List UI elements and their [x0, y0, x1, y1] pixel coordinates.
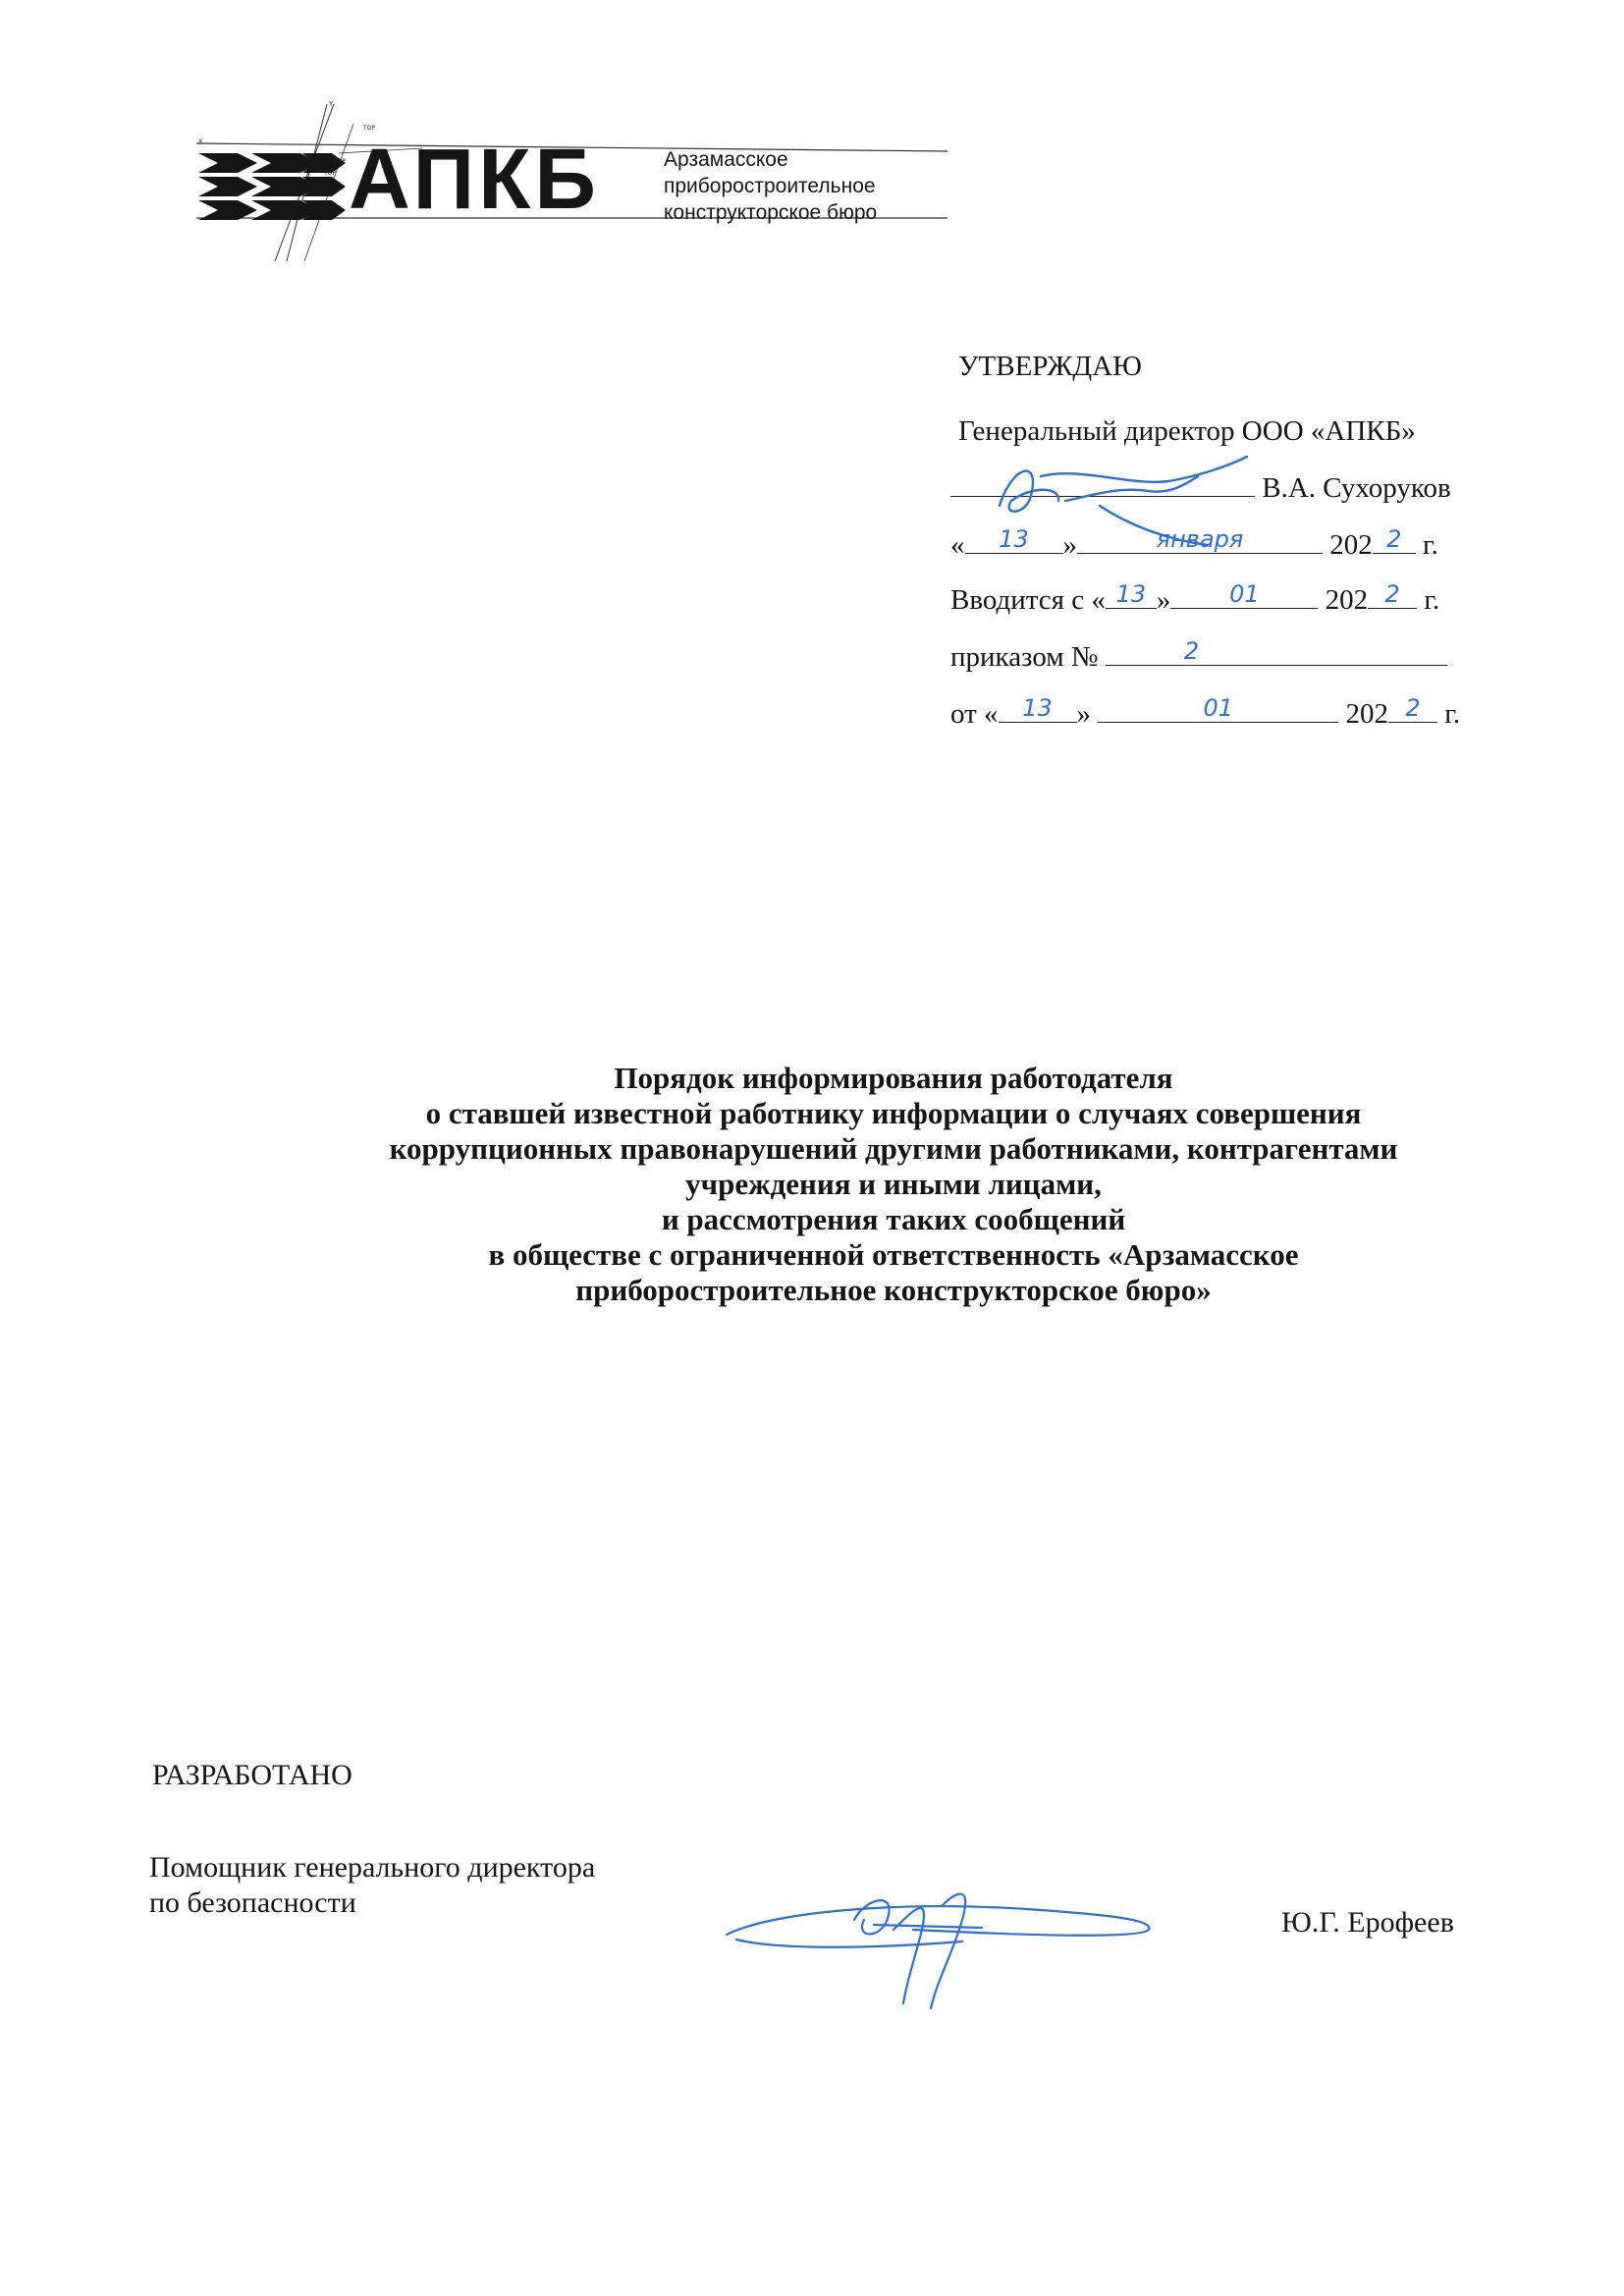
effective-day: 13: [1115, 580, 1147, 608]
developer-position-line1: Помощник генерального директора: [149, 1851, 596, 1884]
document-title: [147, 1061, 1624, 1308]
title-line: и рассмотрения таких сообщений: [661, 1202, 1126, 1236]
approver-name: В.А. Сухоруков: [1262, 472, 1451, 504]
title-line: учреждения и иными лицами,: [685, 1167, 1102, 1201]
order-date-line: от « 13 » 01 202 2 г.: [950, 694, 1461, 730]
developer-signature-icon: [717, 1881, 1159, 2013]
effective-month: 01: [1229, 580, 1260, 608]
logo-mark-mid2: TOP: [324, 170, 337, 177]
title-line: в обществе с ограниченной ответственность «Арзамасское: [488, 1237, 1299, 1272]
approval-date-line: « 13 » января 202 2 г.: [950, 525, 1438, 561]
developer-name: Ю.Г. Ерофеев: [1281, 1906, 1454, 1939]
approval-day: 13: [999, 525, 1029, 553]
title-line: о ставшей известной работнику информации о случаях совершения: [425, 1096, 1362, 1130]
title-line: приборостроительное конструкторское бюро»: [575, 1273, 1212, 1307]
logo-subtitle-line: Арзамасское: [664, 148, 788, 171]
approval-heading: УТВЕРЖДАЮ: [958, 351, 1142, 382]
order-year-digit: 2: [1405, 694, 1421, 722]
order-number-line: приказом № 2: [950, 640, 1447, 674]
order-number: 2: [1183, 637, 1200, 665]
title-line: коррупционных правонарушений другими работниками, контрагентами: [389, 1131, 1398, 1166]
logo-subtitle: [664, 146, 877, 226]
approval-month: января: [1156, 525, 1244, 553]
developed-heading: РАЗРАБОТАНО: [152, 1759, 352, 1791]
title-line: Порядок информирования работодателя: [614, 1061, 1173, 1095]
logo-subtitle-line: приборостроительное: [664, 175, 876, 197]
logo-mark-top: TOP: [363, 125, 376, 132]
approval-year-digit: 2: [1386, 525, 1402, 553]
developer-position-line2: по безопасности: [149, 1886, 356, 1919]
logo-abbreviation: АПКБ: [349, 132, 600, 227]
logo-mark-x: X: [198, 138, 203, 145]
order-month: 01: [1203, 694, 1234, 722]
effective-date-line: Вводится с « 13 » 01 202 2 г.: [950, 580, 1440, 616]
logo-subtitle-line: конструкторское бюро: [664, 201, 878, 224]
logo-mark-mid: TOP: [334, 158, 347, 165]
effective-year-digit: 2: [1384, 580, 1400, 608]
approval-signature-line: [950, 471, 1451, 505]
company-logo: [187, 94, 962, 266]
approval-position: Генеральный директор ООО «АПКБ»: [958, 415, 1416, 447]
logo-mark-y: Y: [329, 100, 334, 108]
order-day: 13: [1022, 694, 1053, 722]
